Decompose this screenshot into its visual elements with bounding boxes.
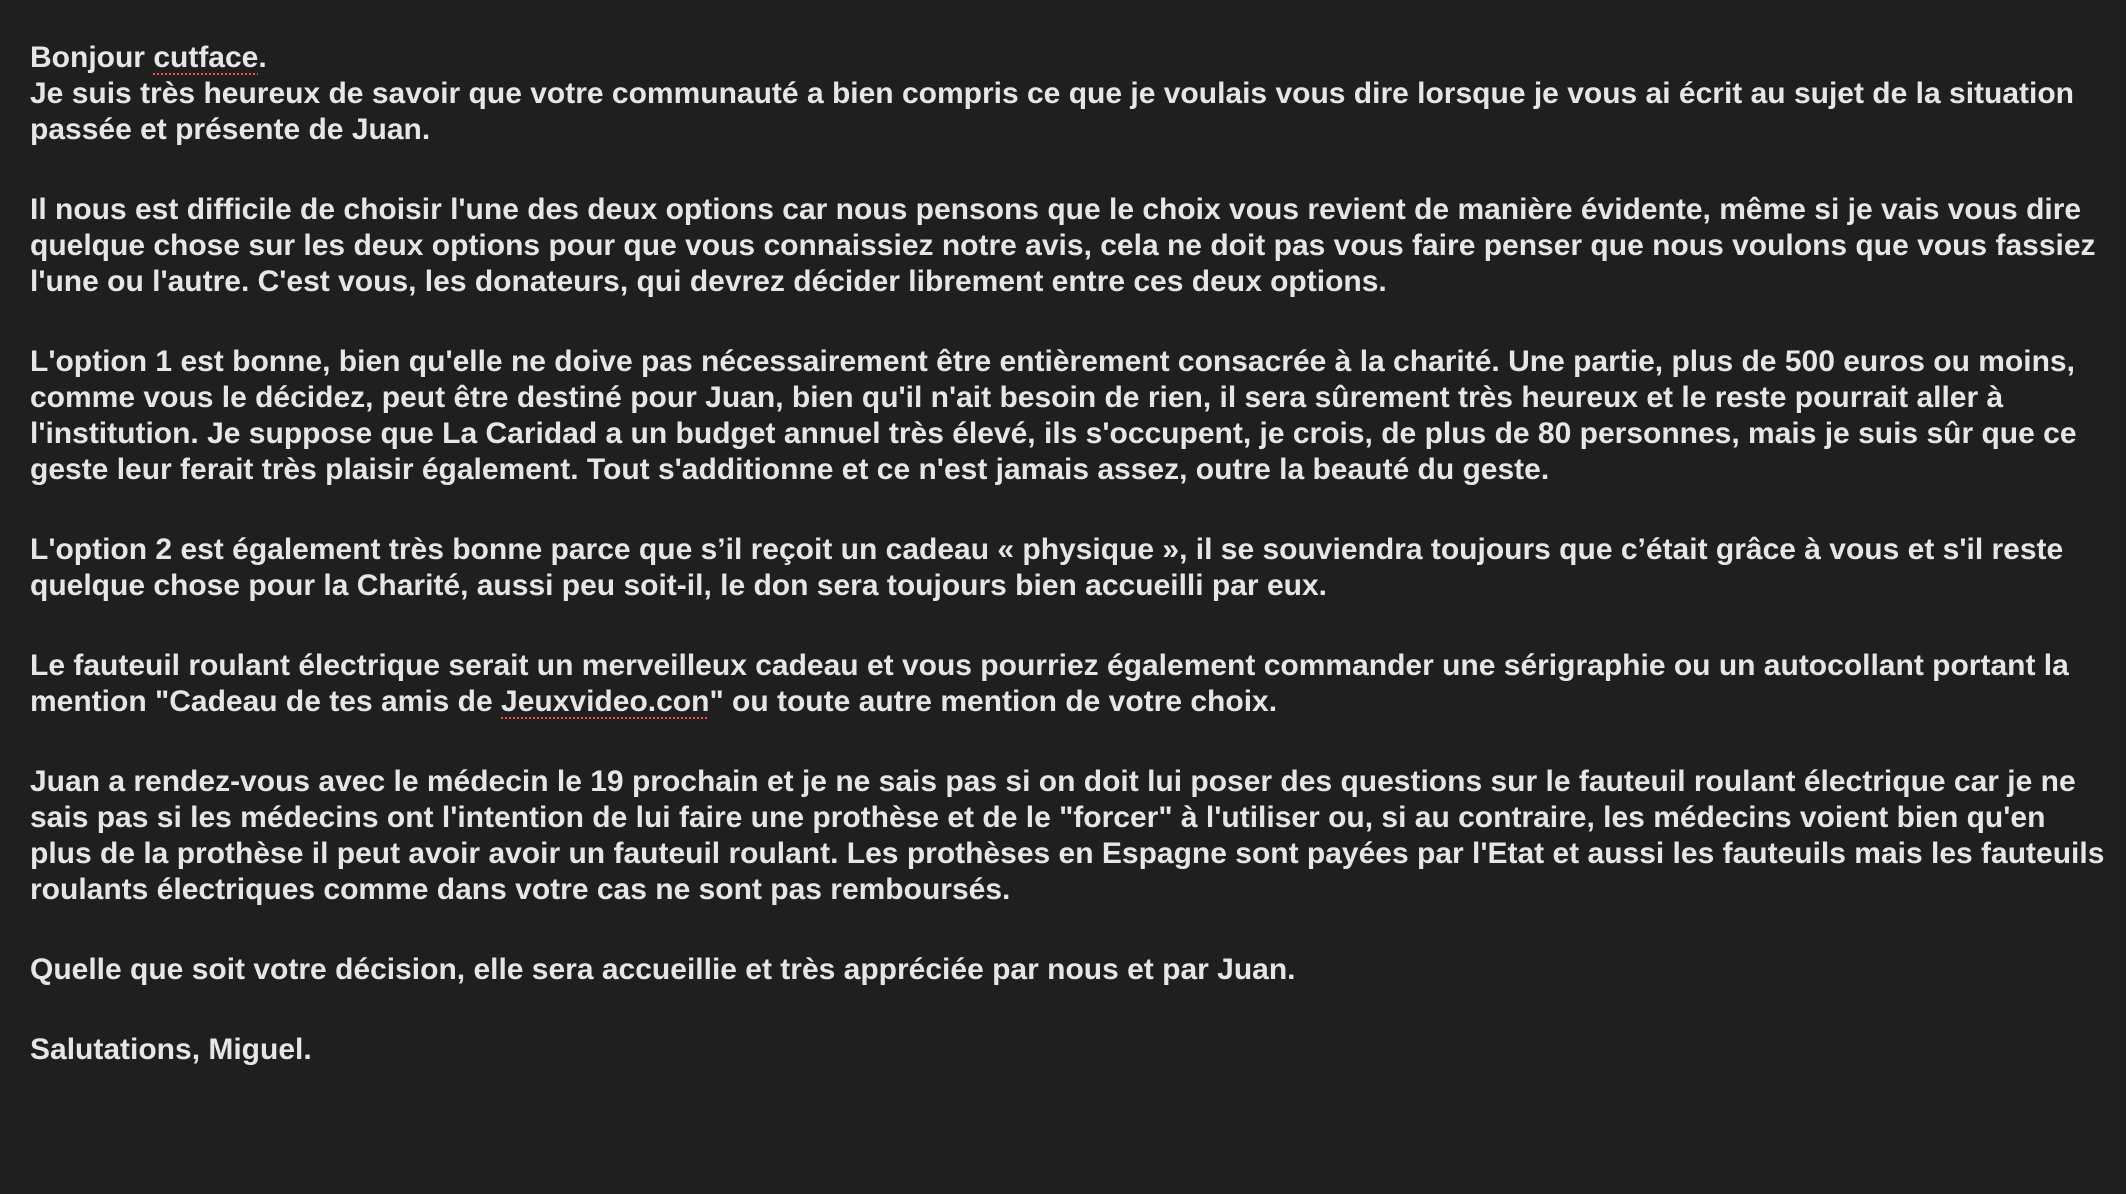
paragraph-wheelchair-text: Le fauteuil roulant électrique serait un merveilleux cadeau et vous pourriez également commander une sérigraphie ou un autocollant portant la mention "Cadeau de tes amis de (30, 649, 2069, 718)
greeting-line (30, 40, 2105, 76)
message-text-area[interactable] (30, 40, 2105, 1180)
signature: Salutations, Miguel. (30, 1033, 312, 1066)
paragraph-intro: Je suis très heureux de savoir que votre communauté a bien compris ce que je voulais vous dire lorsque je vous ai écrit au sujet de la situation passée et présente de Juan. (30, 77, 2074, 146)
paragraph-wheelchair (30, 648, 2105, 720)
paragraph-decision: Quelle que soit votre décision, elle sera accueillie et très appréciée par nous et par Juan. (30, 953, 1296, 986)
misspelled-word-name[interactable]: cutface (153, 41, 259, 74)
paragraph-option-1: L'option 1 est bonne, bien qu'elle ne doive pas nécessairement être entièrement consacrée à la charité. Une partie, plus de 500 euros ou moins, comme vous le décidez, peut être destiné pour Juan, bien qu'il n'ait besoin de rien, il sera sûrement très heureux et le reste pourrait aller à l'institution. Je suppose que La Caridad a un budget annuel très élevé, ils s'occupent, je crois, de plus de 80 personnes, mais je suis sûr que ce geste leur ferait très plaisir également. Tout s'additionne et ce n'est jamais assez, outre la beauté du geste. (30, 345, 2077, 486)
paragraph-doctor: Juan a rendez-vous avec le médecin le 19 prochain et je ne sais pas si on doit lui poser des questions sur le fauteuil roulant électrique car je ne sais pas si les médecins ont l'intention de lui faire une prothèse et de le "forcer" à l'utiliser ou, si au contraire, les médecins voient bien qu'en plus de la prothèse il peut avoir avoir un fauteuil roulant. Les prothèses en Espagne sont payées par l'Etat et aussi les fauteuils mais les fauteuils roulants électriques comme dans votre cas ne sont pas remboursés. (30, 765, 2105, 906)
paragraph-option-2: L'option 2 est également très bonne parce que s’il reçoit un cadeau « physique », il se souviendra toujours que c’était grâce à vous et s'il reste quelque chose pour la Charité, aussi peu soit-il, le don sera toujours bien accueilli par eux. (30, 533, 2064, 602)
greeting-prefix: Bonjour (30, 41, 154, 74)
paragraph-wheelchair-end: " ou toute autre mention de votre choix. (709, 685, 1278, 718)
greeting-suffix: . (258, 41, 267, 74)
paragraph-options: Il nous est difficile de choisir l'une des deux options car nous pensons que le choix vous revient de manière évidente, même si je vais vous dire quelque chose sur les deux options pour que vous connaissiez notre avis, cela ne doit pas vous faire penser que nous voulons que vous fassiez l'une ou l'autre. C'est vous, les donateurs, qui devrez décider librement entre ces deux options. (30, 193, 2096, 298)
misspelled-word-site[interactable]: Jeuxvideo.con (501, 685, 710, 718)
